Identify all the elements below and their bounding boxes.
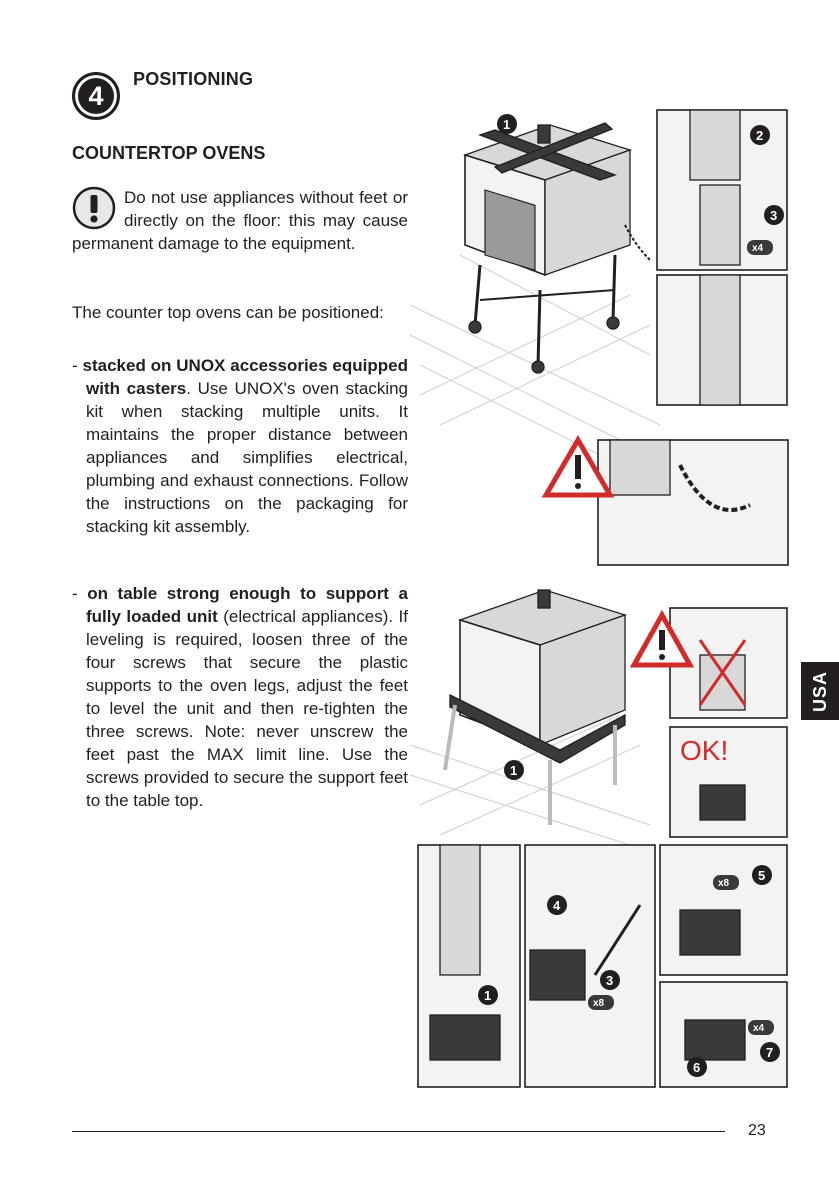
quantity-label: x8 <box>593 998 605 1009</box>
callout-label: 3 <box>606 973 614 988</box>
section-number-badge: 4 <box>72 72 120 120</box>
exclamation-icon <box>72 186 116 230</box>
ok-label: OK! <box>680 735 729 766</box>
warning-text: Do not use appliances without feet or directly on the floor: this may cause permanent damage to the equipment. <box>72 188 408 253</box>
bullet-body-text: (electrical appliances). If leveling is required, loosen three of the four screws that secure the plastic supports to the oven legs, adjust the feet to level the unit and then re-tighten the three screws. Note: never unscrew the feet past the MAX limit line. Use the screws provided to secure the support feet to the table top. <box>86 607 408 810</box>
language-side-tab <box>801 662 839 720</box>
positioning-illustration <box>400 95 800 1095</box>
section-title: POSITIONING <box>133 69 254 89</box>
bullet-marker: - <box>72 356 78 375</box>
bullet-marker: - <box>72 584 78 603</box>
callout-label: 7 <box>766 1045 774 1060</box>
callout-label: 1 <box>484 988 492 1003</box>
page-number: 23 <box>748 1122 766 1139</box>
quantity-label: x4 <box>752 243 764 254</box>
footer-rule <box>72 1131 725 1132</box>
oven-on-table-drawing <box>445 590 625 825</box>
bullet-bold-text: on table strong enough to support a fully loaded unit <box>86 584 408 626</box>
callout-label: 3 <box>770 208 778 223</box>
bullet-table <box>72 582 408 812</box>
bullet-bold-text: stacked on UNOX accessories equipped with casters <box>82 356 408 398</box>
callout-label: 6 <box>693 1060 701 1075</box>
quantity-label: x8 <box>718 878 730 889</box>
bullet-body-text: . Use UNOX's oven stacking kit when stacking multiple units. It maintains the proper distance between appliances and simplifies electrical, plumbing and exhaust connections. Follow the instructions on the packaging for stacking kit assembly. <box>86 379 409 536</box>
bullet-stacked <box>72 354 408 538</box>
callout-label: 4 <box>553 898 561 913</box>
subsection-title: COUNTERTOP OVENS <box>72 143 266 163</box>
intro-text: The counter top ovens can be positioned: <box>72 303 384 322</box>
callout-label: 2 <box>756 128 764 143</box>
side-tab-label: USA <box>809 670 830 712</box>
callout-label: 5 <box>758 868 766 883</box>
warning-note <box>72 186 408 255</box>
oven-on-stand-drawing <box>465 114 650 373</box>
callout-label: 1 <box>510 763 518 778</box>
quantity-label: x4 <box>753 1023 765 1034</box>
callout-label: 1 <box>503 117 511 132</box>
